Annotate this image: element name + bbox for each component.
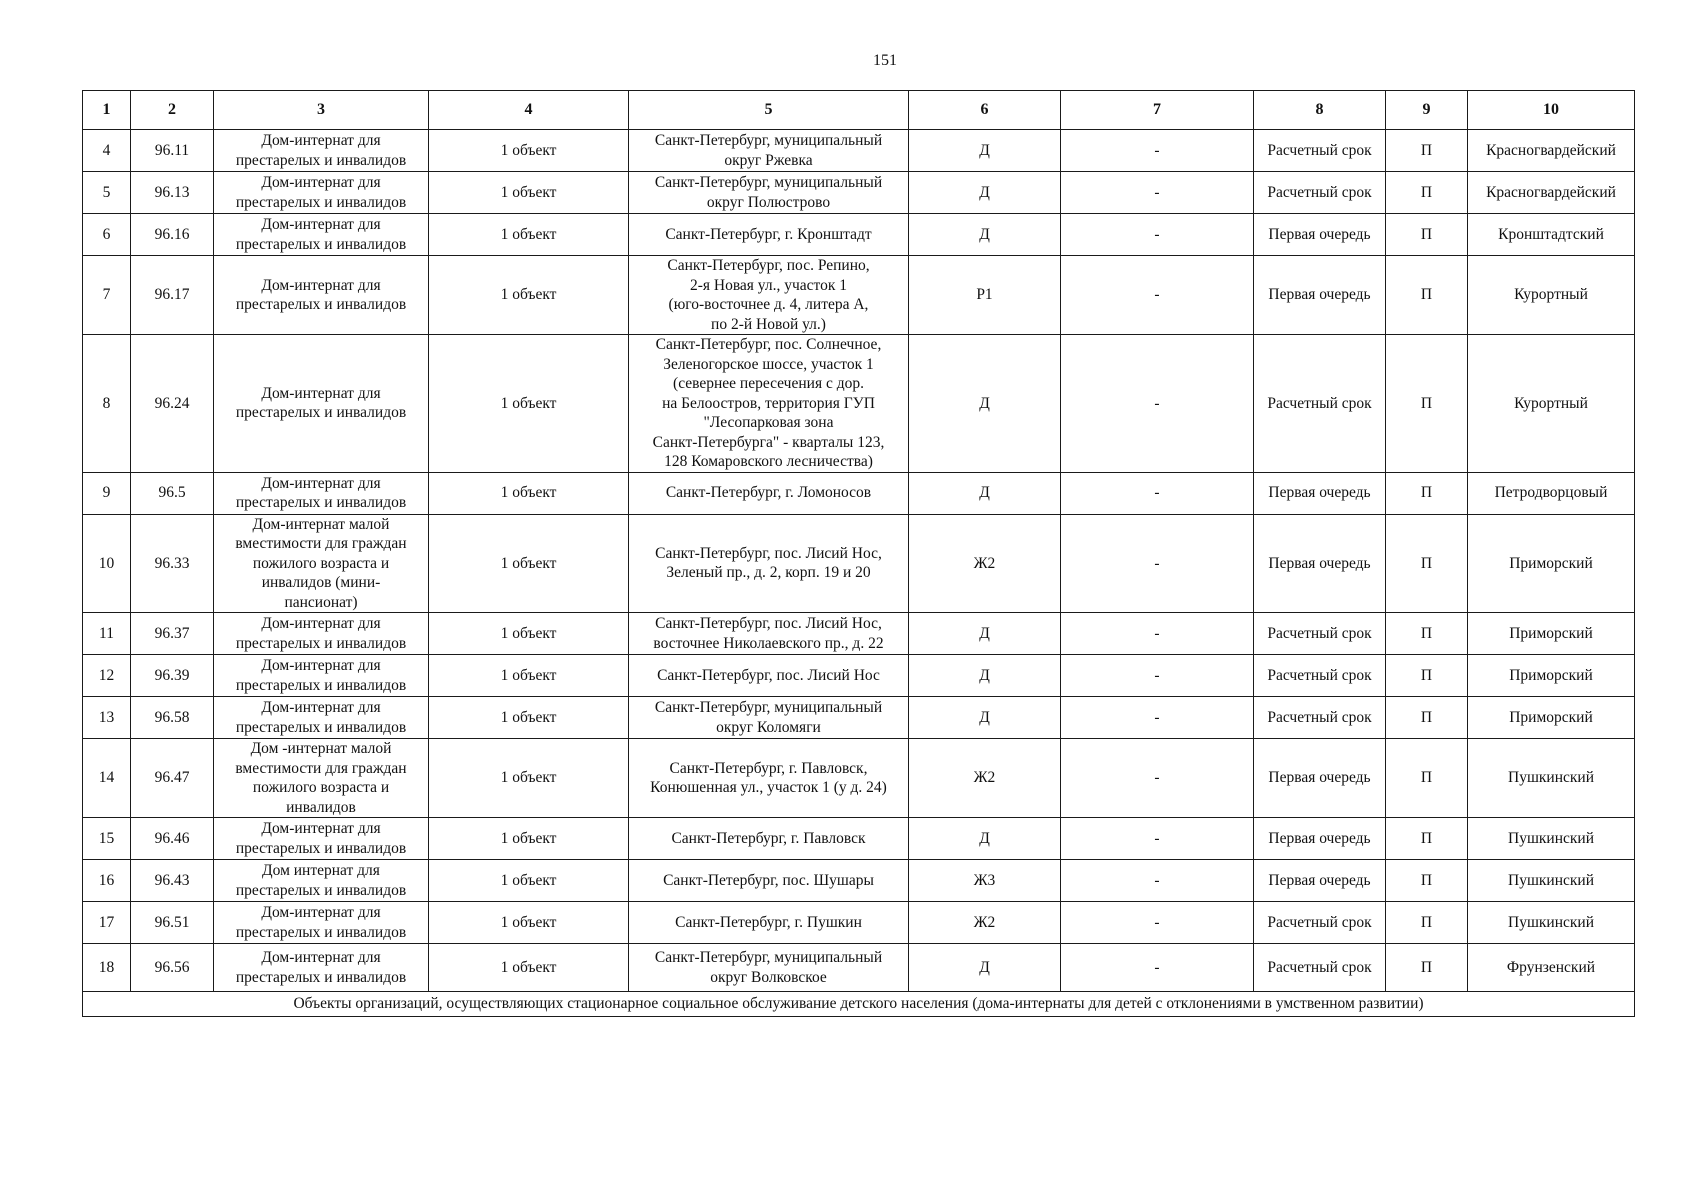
cell-zone: Д xyxy=(909,130,1061,172)
cell-object-name: Дом -интернат малой вместимости для граждан пожилого возраста и инвалидов xyxy=(214,739,429,818)
cell-district: Приморский xyxy=(1468,514,1635,613)
cell-col9: П xyxy=(1386,655,1468,697)
cell-address: Санкт-Петербург, г. Пушкин xyxy=(629,902,909,944)
section-row xyxy=(83,992,1635,1017)
cell-address: Санкт-Петербург, г. Павловск xyxy=(629,818,909,860)
cell-object-name: Дом-интернат для престарелых и инвалидов xyxy=(214,902,429,944)
cell-object-name: Дом-интернат для престарелых и инвалидов xyxy=(214,697,429,739)
cell-zone: Д xyxy=(909,472,1061,514)
cell-col7: - xyxy=(1061,172,1254,214)
column-header: 5 xyxy=(629,91,909,130)
cell-col7: - xyxy=(1061,655,1254,697)
table-row xyxy=(83,172,1635,214)
cell-col9: П xyxy=(1386,613,1468,655)
cell-district: Пушкинский xyxy=(1468,860,1635,902)
cell-quantity: 1 объект xyxy=(429,335,629,473)
cell-number: 16 xyxy=(83,860,131,902)
cell-district: Курортный xyxy=(1468,335,1635,473)
column-header: 3 xyxy=(214,91,429,130)
cell-address: Санкт-Петербург, пос. Солнечное, Зеленогорское шоссе, участок 1 (севернее пересечения с дор. на Белоостров, территория ГУП "Лесопарковая зона Санкт-Петербурга" - кварталы 123, 128 Комаровского лесничества) xyxy=(629,335,909,473)
cell-number: 10 xyxy=(83,514,131,613)
cell-address: Санкт-Петербург, муниципальный округ Ржевка xyxy=(629,130,909,172)
column-header: 9 xyxy=(1386,91,1468,130)
cell-district: Приморский xyxy=(1468,613,1635,655)
cell-quantity: 1 объект xyxy=(429,613,629,655)
cell-address: Санкт-Петербург, пос. Лисий Нос xyxy=(629,655,909,697)
table-row xyxy=(83,335,1635,473)
cell-code: 96.5 xyxy=(131,472,214,514)
cell-district: Пушкинский xyxy=(1468,739,1635,818)
cell-col9: П xyxy=(1386,944,1468,992)
cell-zone: Ж2 xyxy=(909,739,1061,818)
cell-district: Приморский xyxy=(1468,697,1635,739)
cell-number: 14 xyxy=(83,739,131,818)
cell-code: 96.46 xyxy=(131,818,214,860)
cell-number: 17 xyxy=(83,902,131,944)
cell-quantity: 1 объект xyxy=(429,655,629,697)
column-header: 10 xyxy=(1468,91,1635,130)
cell-address: Санкт-Петербург, г. Ломоносов xyxy=(629,472,909,514)
cell-zone: Д xyxy=(909,172,1061,214)
table-row xyxy=(83,655,1635,697)
cell-address: Санкт-Петербург, г. Павловск, Конюшенная ул., участок 1 (у д. 24) xyxy=(629,739,909,818)
cell-district: Петродворцовый xyxy=(1468,472,1635,514)
table-row xyxy=(83,818,1635,860)
cell-col9: П xyxy=(1386,860,1468,902)
cell-col9: П xyxy=(1386,214,1468,256)
column-header: 1 xyxy=(83,91,131,130)
cell-object-name: Дом-интернат для престарелых и инвалидов xyxy=(214,335,429,473)
cell-term: Расчетный срок xyxy=(1254,655,1386,697)
cell-zone: Д xyxy=(909,697,1061,739)
cell-quantity: 1 объект xyxy=(429,818,629,860)
cell-term: Первая очередь xyxy=(1254,472,1386,514)
cell-col7: - xyxy=(1061,739,1254,818)
cell-zone: Д xyxy=(909,335,1061,473)
table-row xyxy=(83,944,1635,992)
cell-col7: - xyxy=(1061,214,1254,256)
cell-term: Первая очередь xyxy=(1254,514,1386,613)
cell-quantity: 1 объект xyxy=(429,130,629,172)
cell-number: 6 xyxy=(83,214,131,256)
cell-number: 8 xyxy=(83,335,131,473)
cell-district: Пушкинский xyxy=(1468,818,1635,860)
header-row xyxy=(83,91,1635,130)
cell-code: 96.17 xyxy=(131,256,214,335)
cell-col9: П xyxy=(1386,514,1468,613)
cell-code: 96.43 xyxy=(131,860,214,902)
cell-quantity: 1 объект xyxy=(429,472,629,514)
cell-district: Приморский xyxy=(1468,655,1635,697)
cell-zone: Ж2 xyxy=(909,514,1061,613)
cell-col7: - xyxy=(1061,818,1254,860)
cell-number: 11 xyxy=(83,613,131,655)
cell-code: 96.24 xyxy=(131,335,214,473)
cell-address: Санкт-Петербург, г. Кронштадт xyxy=(629,214,909,256)
cell-col7: - xyxy=(1061,514,1254,613)
table-row xyxy=(83,697,1635,739)
cell-address: Санкт-Петербург, муниципальный округ Полюстрово xyxy=(629,172,909,214)
cell-col7: - xyxy=(1061,944,1254,992)
cell-code: 96.37 xyxy=(131,613,214,655)
cell-code: 96.51 xyxy=(131,902,214,944)
cell-address: Санкт-Петербург, муниципальный округ Волковское xyxy=(629,944,909,992)
cell-term: Первая очередь xyxy=(1254,860,1386,902)
table-row xyxy=(83,472,1635,514)
cell-zone: Д xyxy=(909,214,1061,256)
cell-term: Первая очередь xyxy=(1254,818,1386,860)
cell-object-name: Дом-интернат малой вместимости для граждан пожилого возраста и инвалидов (мини- пансионат) xyxy=(214,514,429,613)
cell-quantity: 1 объект xyxy=(429,860,629,902)
cell-zone: Д xyxy=(909,944,1061,992)
cell-code: 96.13 xyxy=(131,172,214,214)
table-row xyxy=(83,214,1635,256)
cell-col9: П xyxy=(1386,130,1468,172)
cell-code: 96.56 xyxy=(131,944,214,992)
cell-district: Фрунзенский xyxy=(1468,944,1635,992)
cell-code: 96.11 xyxy=(131,130,214,172)
cell-object-name: Дом интернат для престарелых и инвалидов xyxy=(214,860,429,902)
cell-address: Санкт-Петербург, муниципальный округ Коломяги xyxy=(629,697,909,739)
cell-term: Первая очередь xyxy=(1254,256,1386,335)
cell-col9: П xyxy=(1386,172,1468,214)
cell-term: Расчетный срок xyxy=(1254,697,1386,739)
cell-object-name: Дом-интернат для престарелых и инвалидов xyxy=(214,818,429,860)
table-row xyxy=(83,902,1635,944)
cell-col7: - xyxy=(1061,256,1254,335)
cell-code: 96.33 xyxy=(131,514,214,613)
cell-object-name: Дом-интернат для престарелых и инвалидов xyxy=(214,214,429,256)
cell-zone: Д xyxy=(909,655,1061,697)
cell-district: Пушкинский xyxy=(1468,902,1635,944)
table-row xyxy=(83,514,1635,613)
cell-zone: Ж3 xyxy=(909,860,1061,902)
cell-object-name: Дом-интернат для престарелых и инвалидов xyxy=(214,944,429,992)
column-header: 8 xyxy=(1254,91,1386,130)
cell-address: Санкт-Петербург, пос. Лисий Нос, восточнее Николаевского пр., д. 22 xyxy=(629,613,909,655)
table-row xyxy=(83,256,1635,335)
cell-number: 9 xyxy=(83,472,131,514)
column-header: 6 xyxy=(909,91,1061,130)
cell-district: Кронштадтский xyxy=(1468,214,1635,256)
cell-quantity: 1 объект xyxy=(429,902,629,944)
cell-col7: - xyxy=(1061,697,1254,739)
column-header: 4 xyxy=(429,91,629,130)
cell-address: Санкт-Петербург, пос. Шушары xyxy=(629,860,909,902)
cell-code: 96.47 xyxy=(131,739,214,818)
cell-code: 96.58 xyxy=(131,697,214,739)
cell-term: Первая очередь xyxy=(1254,739,1386,818)
cell-col9: П xyxy=(1386,739,1468,818)
cell-col7: - xyxy=(1061,613,1254,655)
page-number: 151 xyxy=(873,52,897,69)
cell-col9: П xyxy=(1386,256,1468,335)
cell-col9: П xyxy=(1386,902,1468,944)
cell-district: Красногвардейский xyxy=(1468,172,1635,214)
cell-col9: П xyxy=(1386,818,1468,860)
cell-number: 18 xyxy=(83,944,131,992)
table-body xyxy=(83,130,1635,992)
table-row xyxy=(83,613,1635,655)
cell-quantity: 1 объект xyxy=(429,944,629,992)
cell-number: 4 xyxy=(83,130,131,172)
cell-quantity: 1 объект xyxy=(429,172,629,214)
cell-zone: Р1 xyxy=(909,256,1061,335)
section-caption: Объекты организаций, осуществляющих стационарное социальное обслуживание детского населения (дома-интернаты для детей с отклонениями в умственном развитии) xyxy=(83,992,1635,1017)
cell-col7: - xyxy=(1061,130,1254,172)
cell-term: Расчетный срок xyxy=(1254,902,1386,944)
cell-zone: Д xyxy=(909,818,1061,860)
cell-number: 15 xyxy=(83,818,131,860)
column-header: 7 xyxy=(1061,91,1254,130)
cell-quantity: 1 объект xyxy=(429,214,629,256)
cell-term: Расчетный срок xyxy=(1254,944,1386,992)
cell-zone: Ж2 xyxy=(909,902,1061,944)
table-row xyxy=(83,130,1635,172)
cell-quantity: 1 объект xyxy=(429,514,629,613)
cell-term: Расчетный срок xyxy=(1254,172,1386,214)
cell-address: Санкт-Петербург, пос. Лисий Нос, Зеленый пр., д. 2, корп. 19 и 20 xyxy=(629,514,909,613)
cell-object-name: Дом-интернат для престарелых и инвалидов xyxy=(214,655,429,697)
cell-code: 96.39 xyxy=(131,655,214,697)
cell-col7: - xyxy=(1061,335,1254,473)
cell-col9: П xyxy=(1386,697,1468,739)
cell-quantity: 1 объект xyxy=(429,256,629,335)
cell-term: Расчетный срок xyxy=(1254,335,1386,473)
cell-term: Первая очередь xyxy=(1254,214,1386,256)
objects-table xyxy=(82,90,1635,1017)
column-header: 2 xyxy=(131,91,214,130)
cell-object-name: Дом-интернат для престарелых и инвалидов xyxy=(214,613,429,655)
cell-col7: - xyxy=(1061,472,1254,514)
cell-object-name: Дом-интернат для престарелых и инвалидов xyxy=(214,472,429,514)
cell-number: 13 xyxy=(83,697,131,739)
cell-object-name: Дом-интернат для престарелых и инвалидов xyxy=(214,172,429,214)
cell-zone: Д xyxy=(909,613,1061,655)
cell-quantity: 1 объект xyxy=(429,697,629,739)
cell-term: Расчетный срок xyxy=(1254,613,1386,655)
cell-col9: П xyxy=(1386,335,1468,473)
cell-district: Красногвардейский xyxy=(1468,130,1635,172)
cell-col7: - xyxy=(1061,902,1254,944)
table-row xyxy=(83,739,1635,818)
cell-term: Расчетный срок xyxy=(1254,130,1386,172)
cell-quantity: 1 объект xyxy=(429,739,629,818)
cell-object-name: Дом-интернат для престарелых и инвалидов xyxy=(214,130,429,172)
cell-object-name: Дом-интернат для престарелых и инвалидов xyxy=(214,256,429,335)
cell-col9: П xyxy=(1386,472,1468,514)
cell-district: Курортный xyxy=(1468,256,1635,335)
cell-code: 96.16 xyxy=(131,214,214,256)
cell-number: 7 xyxy=(83,256,131,335)
cell-number: 12 xyxy=(83,655,131,697)
cell-col7: - xyxy=(1061,860,1254,902)
cell-address: Санкт-Петербург, пос. Репино, 2-я Новая ул., участок 1 (юго-восточнее д. 4, литера А, по 2-й Новой ул.) xyxy=(629,256,909,335)
cell-number: 5 xyxy=(83,172,131,214)
table-row xyxy=(83,860,1635,902)
